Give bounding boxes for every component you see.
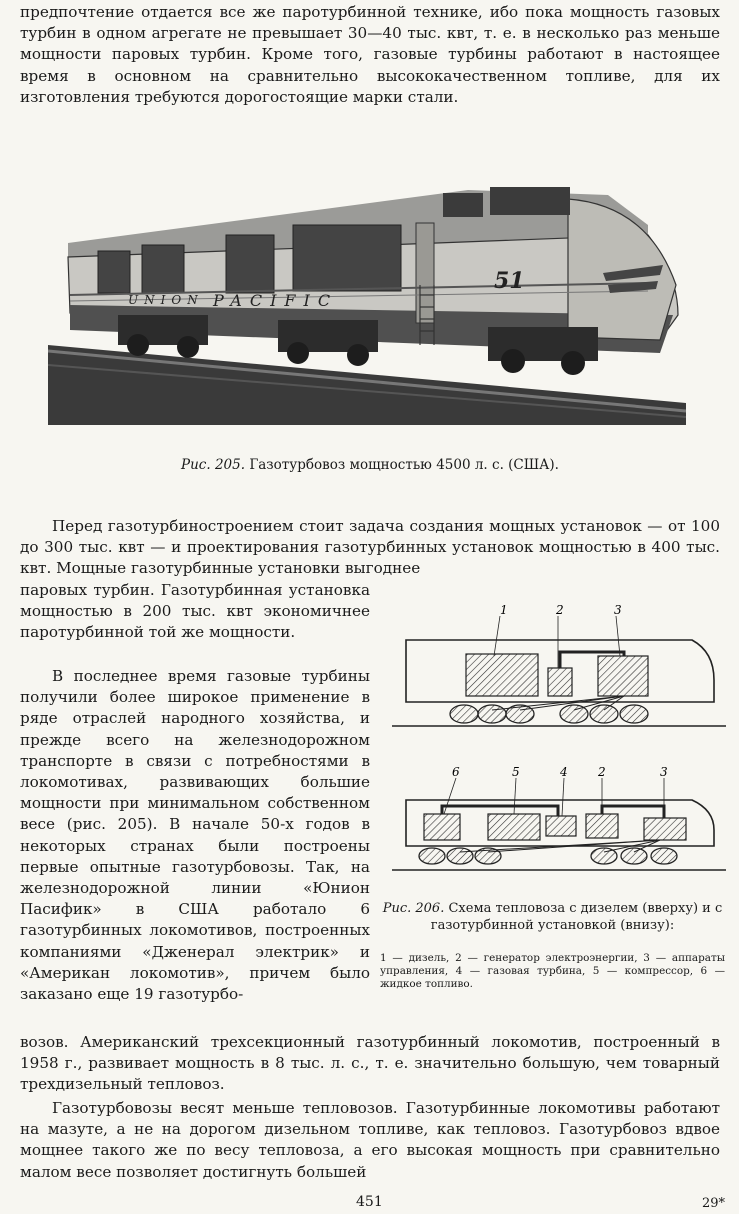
- livery-union: UNION: [128, 293, 204, 307]
- figure-206-text: Схема тепловоза с дизелем (вверху) и с газотурбинной установкой (внизу):: [430, 901, 723, 933]
- bottom-label-6: 6: [452, 765, 460, 779]
- intro-paragraph: предпочтение отдается все же паротурбинной технике, ибо пока мощность газовых турбин в одном агрегате не превышает 30—40 тыс. квт, т. е. в несколько раз меньше мощности паровых турбин. Кроме того, газовые турбины работают в настоящее время в основном на сравнительно высококачественном топливе, для их изготовления требуются дорогостоящие марки стали.: [20, 3, 720, 106]
- figure-205-caption: [20, 457, 720, 473]
- locomotive-illustration: [48, 165, 686, 425]
- signature-mark: 29*: [702, 1196, 726, 1211]
- bottom-label-4: 4: [560, 765, 568, 779]
- figure-205-label: Рис. 205.: [181, 457, 246, 473]
- bottom-label-5: 5: [512, 765, 520, 779]
- livery-pacific: PACIFIC: [213, 291, 339, 310]
- top-label-1: 1: [500, 603, 508, 617]
- paragraph-4: возов. Американский трехсекционный газотурбинный локомотив, построенный в 1958 г., развивает мощность в 8 тыс. л. с., т. е. значительно большую, чем товарный трехдизельный тепловоз.: [20, 1033, 720, 1094]
- top-label-2: 2: [556, 603, 564, 617]
- bottom-label-3: 3: [660, 765, 668, 779]
- page-number: 451: [356, 1194, 383, 1210]
- figure-206-caption: [380, 900, 725, 934]
- bottom-label-2: 2: [598, 765, 606, 779]
- paragraph-1: Перед газотурбиностроением стоит задача создания мощных установок — от 100 до 300 тыс. квт — и проектирования газотурбинных установок мощностью в 400 тыс. квт. Мощные газотурбинные установки выгоднее: [20, 517, 720, 578]
- gas-turbine-locomotive-schematic: [392, 764, 726, 874]
- paragraph-2: паровых турбин. Газотурбинная установка мощностью в 200 тыс. квт экономичнее паротурбинной той же мощности.: [20, 581, 370, 642]
- paragraph-3: В последнее время газовые турбины получили более широкое применение в ряде отраслей народного хозяйства, и прежде всего на железнодорожном транспорте в связи с потребностями в локомотивах, развивающих большие мощности при минимальном собственном весе (рис. 205). В начале 50-х годов в некоторых странах были построены первые опытные газотурбовозы. Так, на железнодорожной линии «Юнион Пасифик» в США работало 6 газотурбинных локомотивов, построенных компаниями «Дженерал электрик» и «Американ локомотив», причем было заказано еще 19 газотурбо-: [20, 667, 370, 1004]
- paragraph-5: Газотурбовозы весят меньше тепловозов. Газотурбинные локомотивы работают на мазуте, а не на дорогом дизельном топливе, как тепловоз. Газотурбовоз вдвое мощнее такого же по весу тепловоза, а его высокая мощность при сравнительно малом весе позволяет достигнуть большей: [20, 1099, 720, 1181]
- figure-206-legend: 1 — дизель, 2 — генератор электроэнергии, 3 — аппараты управления, 4 — газовая турбина, 5 — компрессор, 6 — жидкое топливо.: [380, 952, 725, 990]
- figure-206-label: Рис. 206.: [382, 901, 445, 916]
- diesel-locomotive-schematic: [392, 602, 726, 732]
- top-label-3: 3: [614, 603, 622, 617]
- locomotive-number: 51: [494, 268, 525, 294]
- figure-205-text: Газотурбовоз мощностью 4500 л. с. (США).: [249, 457, 559, 473]
